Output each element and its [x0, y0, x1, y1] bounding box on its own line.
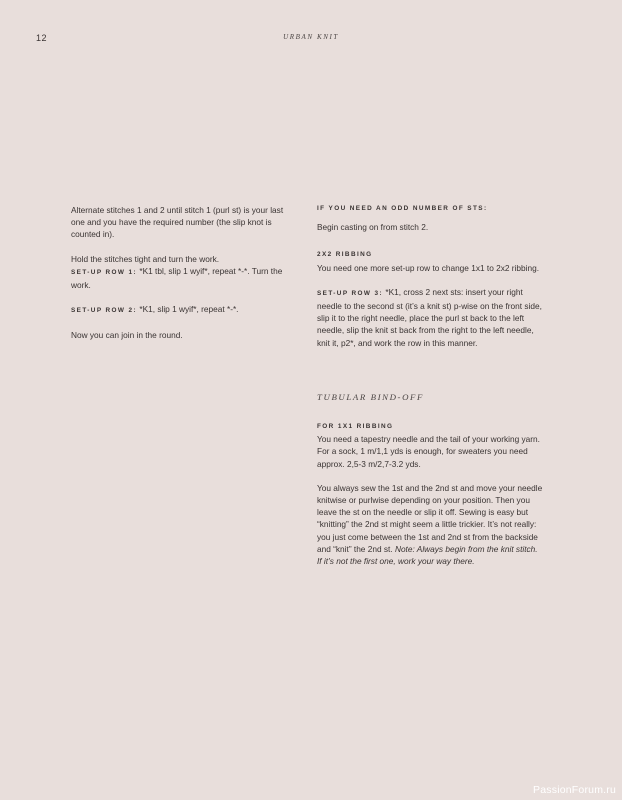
watermark: PassionForum.ru — [533, 784, 616, 796]
setup-row-3 — [317, 286, 543, 349]
tubular-bind-off-heading: TUBULAR BIND-OFF — [317, 391, 424, 402]
setup-row-2-text: *K1, slip 1 wyif*, repeat *-*. — [139, 304, 239, 315]
odd-number-label: IF YOU NEED AN ODD NUMBER OF STS: — [317, 205, 488, 212]
setup-row-2-label: SET-UP ROW 2: — [71, 307, 138, 315]
ribbing-2x2-text: You need one more set-up row to change 1x1 to 2x2 ribbing. — [317, 262, 540, 273]
odd-number-text: Begin casting on from stitch 2. — [317, 222, 429, 233]
setup-row-1-text: *K1 tbl, slip 1 wyif*, repeat *-*. Turn the work. — [71, 265, 283, 291]
paragraph-join-round: Now you can join in the round. — [71, 330, 183, 341]
ribbing-2x2-label: 2X2 RIBBING — [317, 251, 373, 259]
running-title: URBAN KNIT — [283, 33, 339, 41]
ribbing-1x1-text: You need a tapestry needle and the tail of your working yarn. For a sock, 1 m/1,1 yds is enough, for sweaters you need approx. 2,5-3 m/2,7-3.2 yds. — [317, 434, 540, 469]
sewing-note: Note: Always begin from the knit stitch. If it’s not the first one, work your way there. — [317, 543, 538, 567]
paragraph-hold-stitches: Hold the stitches tight and turn the work. — [71, 253, 220, 264]
sewing-text: You always sew the 1st and the 2nd st and move your needle knitwise or purlwise depending on your position. Then you leave the st on the needle or slip it off. Sewing is easy but “knitting” the 2nd st might seem a little trickier. It’s not really: you just come between the 1st and 2nd st from the backside and “knit” the 2nd st. — [317, 482, 543, 554]
setup-row-1-label: SET-UP ROW 1: — [71, 268, 138, 276]
right-column — [317, 203, 543, 567]
ribbing-1x1-label: FOR 1X1 RIBBING — [317, 423, 394, 431]
setup-row-3-label: SET-UP ROW 3: — [317, 289, 384, 297]
setup-row-1 — [71, 265, 293, 291]
setup-row-2 — [71, 303, 293, 317]
sewing-paragraph — [317, 482, 543, 567]
paragraph-alternate-stitches: Alternate stitches 1 and 2 until stitch 1 (purl st) is your last one and you have the required number (the slip knot is counted in). — [71, 205, 284, 240]
setup-row-3-text: *K1, cross 2 next sts: insert your right needle to the second st (it’s a knit st) p-wise on the front side, slip it to the right needle, place the purl st back to the left needle, slip the knit st back from the right to the left needle, knit it, p2*, and work the row in this manner. — [317, 286, 542, 348]
page-number: 12 — [36, 33, 48, 43]
left-column — [71, 204, 293, 342]
